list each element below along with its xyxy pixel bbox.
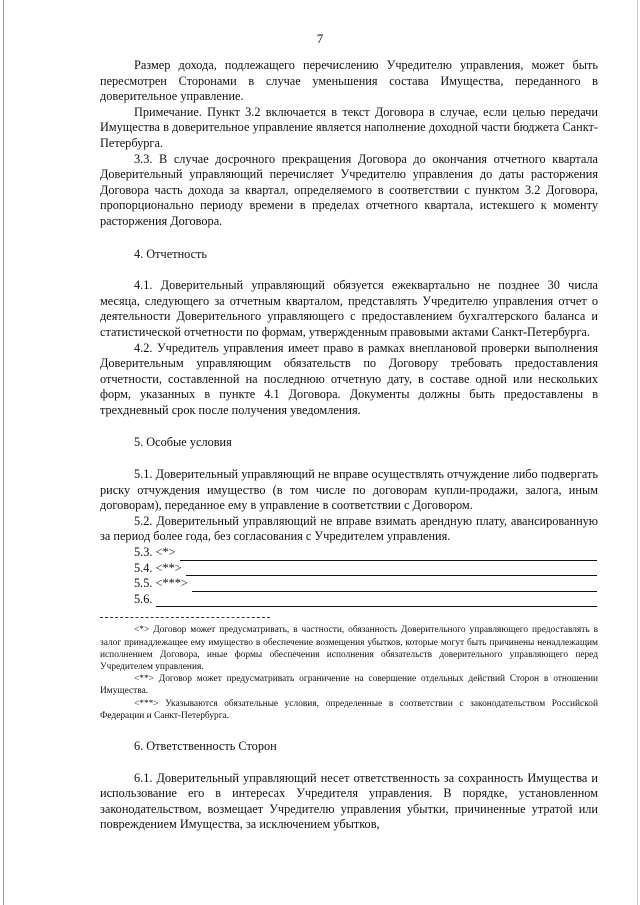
paragraph-note: Примечание. Пункт 3.2 включается в текст Договора в случае, если целью передачи Имущества в доверительное управление является наполнение доходной части бюджета Санкт-Петербурга. (100, 104, 598, 150)
footnote-2: <**> Договор может предусматривать ограничение на совершение отдельных действий Сторон в отношении Имущества. (100, 674, 598, 697)
blank-item-label: 5.4. <**> (134, 560, 182, 575)
page-edge-right (637, 0, 638, 905)
footnote-separator (100, 611, 270, 618)
footnote-1: <*> Договор может предусматривать, в частности, обязанность Доверительного управляющего предоставлять в залог принадлежащее ему имущество в обеспечение возмещения убытков, которые могут быть причинены ненадлежащим исполнением Договора, иные формы обеспечения исполнения обязательств доверительного управляющего перед Учредителем управления. (100, 625, 598, 673)
footnote-3: <***> Указываются обязательные условия, определенные в соответствии с законодательством Российской Федерации и Санкт-Петербурга. (100, 698, 598, 721)
blank-item-5-3 (134, 545, 598, 561)
paragraph-4-1: 4.1. Доверительный управляющий обязуется ежеквартально не позднее 30 числа месяца, следующего за отчетным кварталом, представлять Учредителю управления отчет о деятельности Доверительного управляющего с предоставлением бухгалтерского баланса и статистической отчетности по формам, утвержденным правовыми актами Санкт-Петербурга. (100, 278, 598, 339)
page-number: 7 (316, 31, 324, 46)
paragraph-5-2: 5.2. Доверительный управляющий не вправе взимать арендную плату, авансированную за период более года, без согласования с Учредителем управления. (100, 513, 598, 544)
paragraph-3-3: 3.3. В случае досрочного прекращения Договора до окончания отчетного квартала Доверительный управляющий перечисляет Учредителю управления до даты расторжения Договора часть дохода за квартал, определяемого в соответствии с пунктом 3.2 Договора, пропорционально периоду времени в пределах отчетного квартала, истекшего к моменту расторжения Договора. (100, 151, 598, 228)
fill-in-line (180, 549, 597, 561)
section-heading-liability: 6. Ответственность Сторон (134, 739, 277, 754)
document-body (100, 58, 598, 833)
fill-in-line (156, 595, 597, 607)
section-heading-special-conditions: 5. Особые условия (134, 435, 232, 450)
fill-in-line (192, 580, 597, 592)
blank-item-label: 5.6. (134, 591, 153, 606)
paragraph-5-1: 5.1. Доверительный управляющий не вправе осуществлять отчуждение либо подвергать риску отчуждения имущество (в том числе по договорам купли-продажи, залога, иным договорам), переданное ему в управление в соответствии с Договором. (100, 467, 598, 513)
fill-in-line (186, 564, 597, 576)
blank-item-5-6 (134, 592, 598, 608)
paragraph-4-2: 4.2. Учредитель управления имеет право в рамках внеплановой проверки выполнения Доверительным управляющим обязательств по Договору требовать предоставления отчетности, составленной на последнюю отчетную дату, в составе одной или нескольких форм, указанных в пункте 4.1 Договора. Документы должны быть предоставлены в трехдневный срок после получения уведомления. (100, 340, 598, 417)
section-heading-reporting: 4. Отчетность (134, 246, 208, 261)
page-edge-left (3, 0, 4, 905)
paragraph-6-1: 6.1. Доверительный управляющий несет ответственность за сохранность Имущества и использование его в интересах Учредителя управления. В порядке, установленном законодательством, возмещает Учредителю управления убытки, причиненные утратой или повреждением Имущества, за исключением убытков, (100, 770, 598, 832)
paragraph-income-revision: Размер дохода, подлежащего перечислению Учредителю управления, может быть пересмотрен Сторонами в случае уменьшения состава Имущества, переданного в доверительное управление. (100, 58, 598, 104)
blank-item-label: 5.5. <***> (134, 576, 188, 591)
blank-item-5-4 (134, 561, 598, 577)
blank-item-5-5 (134, 576, 598, 592)
blank-item-label: 5.3. <*> (134, 545, 176, 560)
